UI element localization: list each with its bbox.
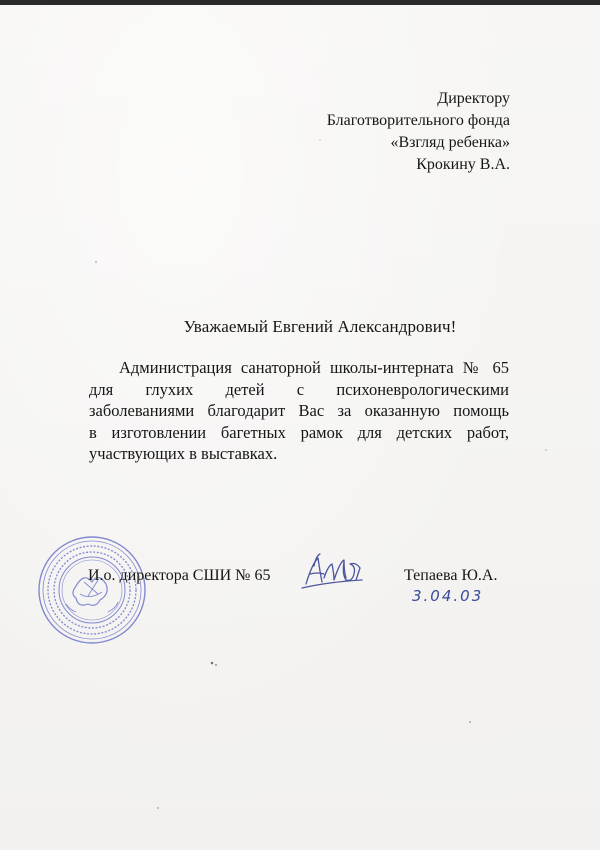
signatory-name: Тепаева Ю.А. — [404, 567, 498, 584]
body-line: в изготовлении багетных рамок для детских работ, — [89, 422, 509, 442]
addressee-organization: Благотворительного фонда — [326, 112, 510, 129]
salutation-text: Уважаемый Евгений Александрович! — [183, 317, 457, 336]
addressee-position: Директору — [437, 90, 510, 107]
signatory-title: И.о. директора СШИ № 65 — [88, 567, 271, 584]
handwritten-date: 3.04.03 — [412, 587, 484, 605]
addressee-name: Крокину В.А. — [416, 156, 510, 173]
body-line: для глухих детей с психоневрологическими — [89, 379, 509, 399]
body-line: участвующих в выставках. — [89, 444, 278, 463]
body-line: заболеваниями благодарит Вас за оказанную помощь — [89, 401, 509, 420]
addressee-organization-name: «Взгляд ребенка» — [390, 134, 510, 151]
body-line: Администрация санаторной школы-интерната № 65 — [119, 358, 509, 377]
